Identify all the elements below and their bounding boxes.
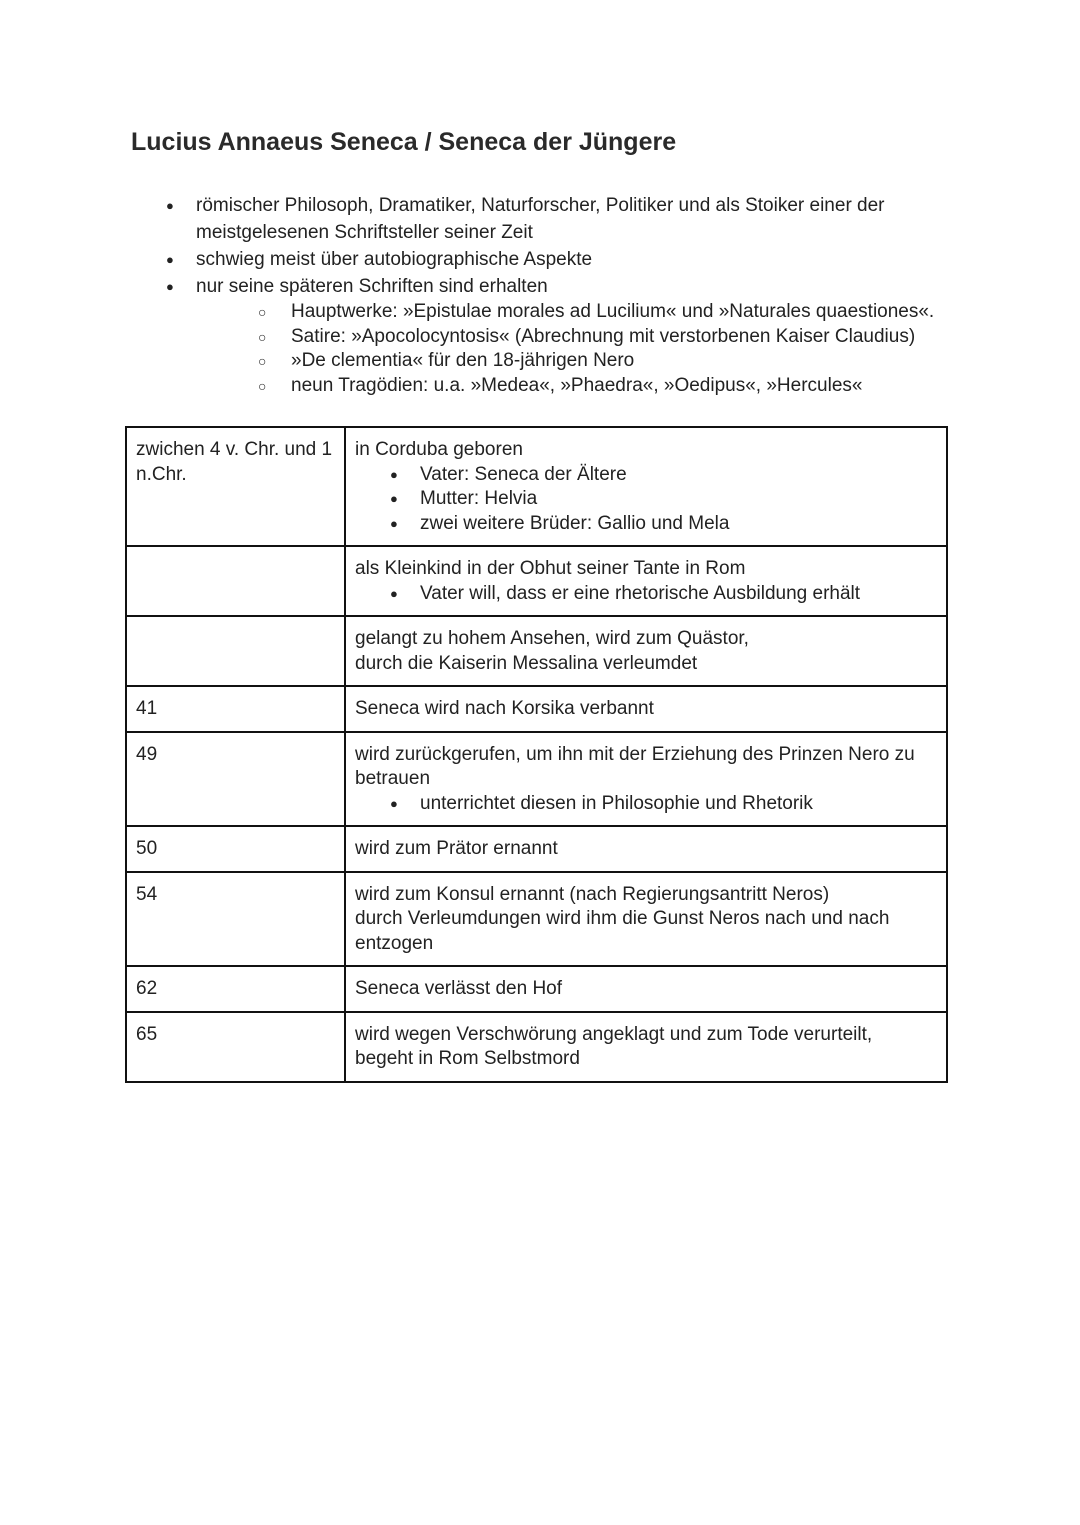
event-bullet-list [355,582,938,607]
list-item-text: nur seine späteren Schriften sind erhalten [196,276,548,297]
event-cell [345,427,947,546]
year-cell: 65 [126,1012,345,1082]
event-text: Seneca verlässt den Hof [355,978,563,999]
table-row [126,616,947,686]
event-text: Seneca wird nach Korsika verbannt [355,698,654,719]
year-cell: 62 [126,966,345,1012]
event-bullet-list [355,463,938,537]
year-cell: 50 [126,826,345,872]
intro-bullet-list [166,192,966,398]
event-text: wird wegen Verschwörung angeklagt und zum Tode verurteilt, [355,1023,873,1045]
event-cell [345,616,947,686]
table-row [126,686,947,732]
sub-list-item: ○ Satire: »Apocolocyntosis« (Abrechnung mit verstorbenen Kaiser Claudius) [196,325,966,350]
event-text-continued: durch Verleumdungen wird ihm die Gunst Neros nach und nach entzogen [355,908,890,954]
event-bullet-list [355,792,938,817]
list-item: ● zwei weitere Brüder: Gallio und Mela [355,512,938,537]
event-text: als Kleinkind in der Obhut seiner Tante in Rom [355,558,746,579]
sub-list-item: ○ »De clementia« für den 18-jährigen Nero [196,349,966,374]
year-cell [126,546,345,616]
list-item: ● Mutter: Helvia [355,487,938,512]
event-cell [345,826,947,872]
page-title: Lucius Annaeus Seneca / Seneca der Jüngere [131,128,677,156]
event-text-continued: begeht in Rom Selbstmord [355,1048,580,1069]
event-text: gelangt zu hohem Ansehen, wird zum Quästor, [355,628,749,649]
event-cell [345,1012,947,1082]
event-text-continued: durch die Kaiserin Messalina verleumdet [355,652,698,674]
table-row [126,826,947,872]
event-cell [345,966,947,1012]
table-row [126,427,947,546]
event-text: wird zurückgerufen, um ihn mit der Erziehung des Prinzen Nero zu betrauen [355,743,915,789]
table-row [126,872,947,967]
list-item: ● Vater: Seneca der Ältere [355,463,938,488]
list-item: ● Vater will, dass er eine rhetorische Ausbildung erhält [355,582,938,607]
event-cell [345,872,947,967]
list-item: ● römischer Philosoph, Dramatiker, Naturforscher, Politiker und als Stoiker einer der meistgelesenen Schriftsteller seiner Zeit [166,192,966,246]
timeline-table [125,426,948,1083]
year-cell: 49 [126,732,345,827]
table-row [126,546,947,616]
table-row [126,966,947,1012]
list-item [166,273,966,398]
event-cell [345,732,947,827]
year-cell: 54 [126,872,345,967]
year-cell: 41 [126,686,345,732]
event-text: wird zum Prätor ernannt [355,838,558,859]
year-cell: zwichen 4 v. Chr. und 1 n.Chr. [126,427,345,546]
list-item: ● schwieg meist über autobiographische Aspekte [166,246,966,273]
works-sub-list [196,300,966,398]
event-cell [345,546,947,616]
list-item: ● unterrichtet diesen in Philosophie und Rhetorik [355,792,938,817]
table-row [126,732,947,827]
event-text: wird zum Konsul ernannt (nach Regierungsantritt Neros) [355,883,830,905]
event-text: in Corduba geboren [355,439,523,460]
table-row [126,1012,947,1082]
event-cell [345,686,947,732]
sub-list-item: ○ neun Tragödien: u.a. »Medea«, »Phaedra«, »Oedipus«, »Hercules« [196,374,966,399]
sub-list-item: ○ Hauptwerke: »Epistulae morales ad Lucilium« und »Naturales quaestiones«. [196,300,966,325]
year-cell [126,616,345,686]
